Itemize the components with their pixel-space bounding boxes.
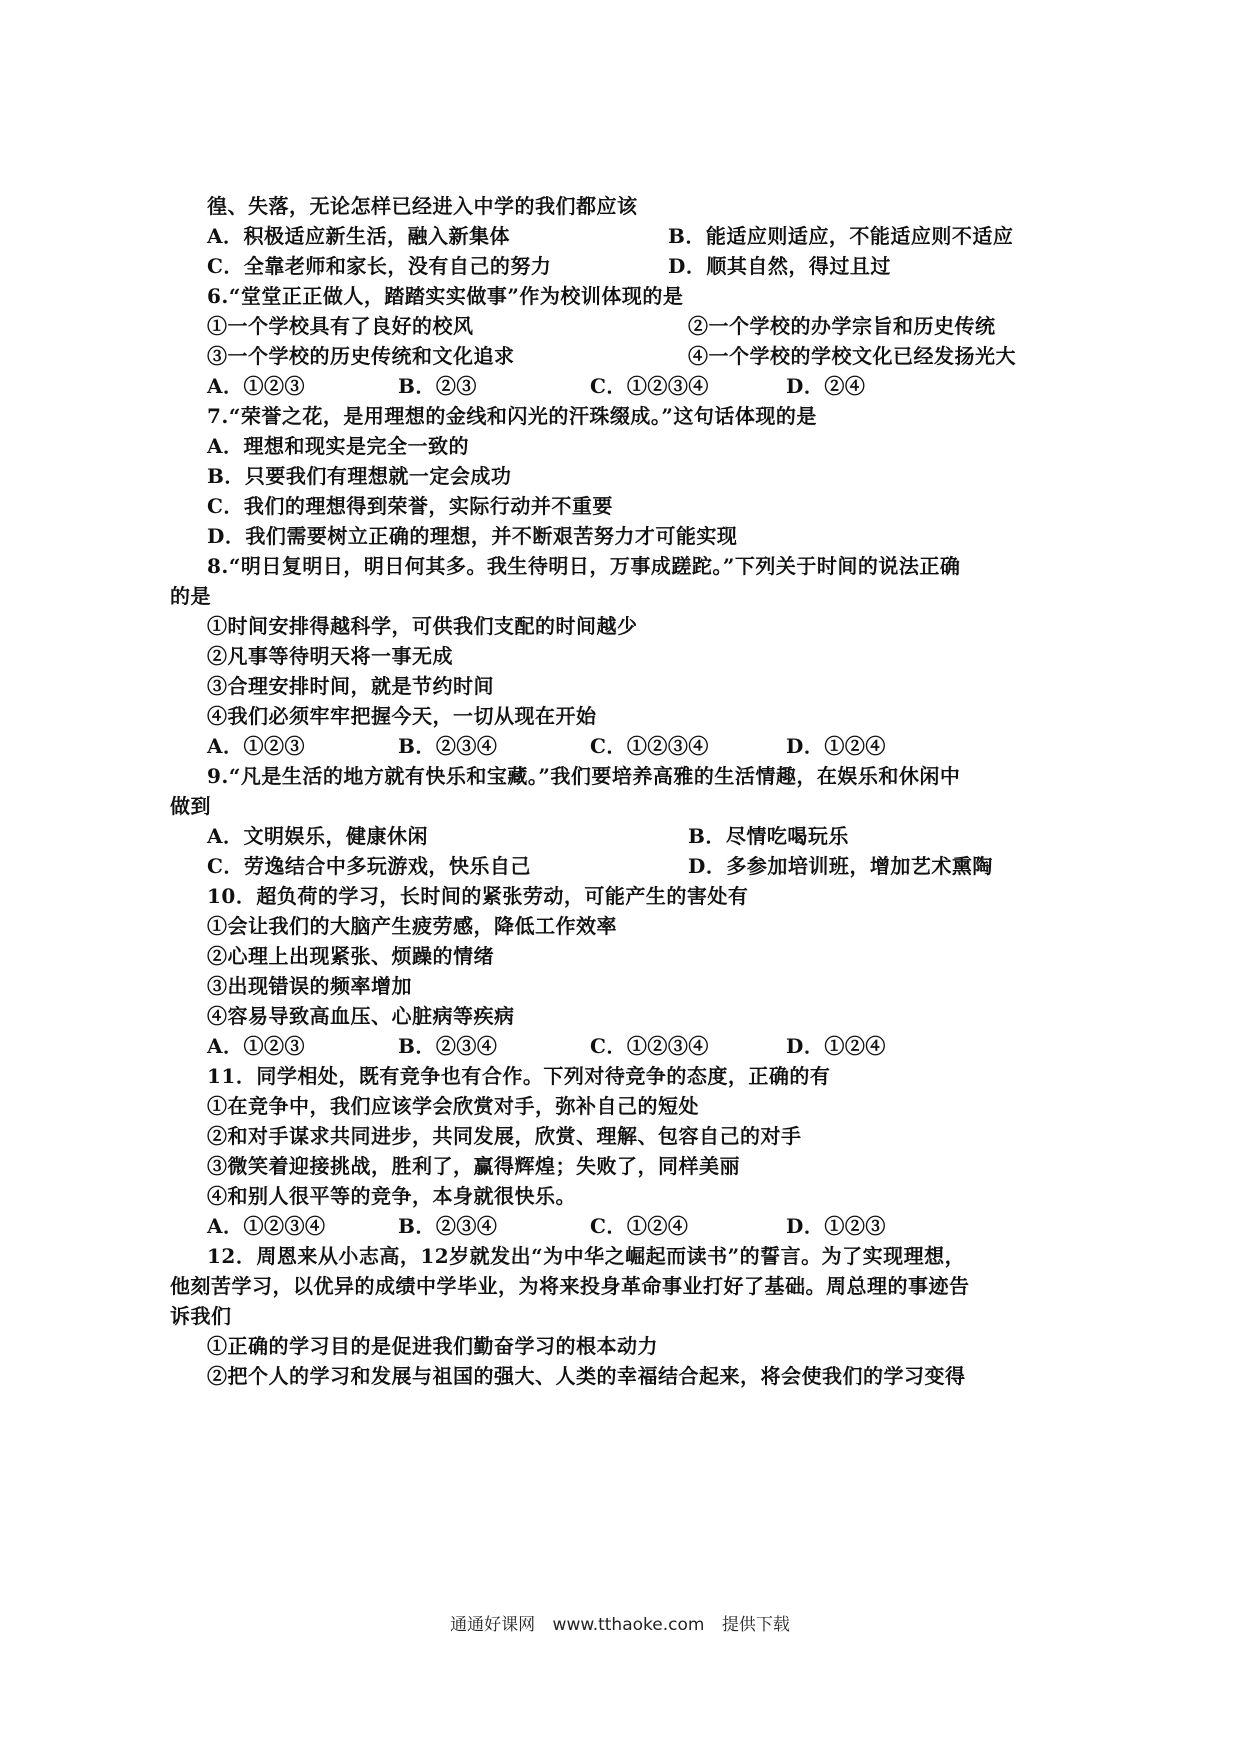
option-d: D．①②③ [786, 1214, 886, 1238]
footer-site-name: 通通好课网 [450, 1615, 536, 1635]
option-a: A．①②③ [207, 374, 306, 398]
text-line: 徨、失落，无论怎样已经进入中学的我们都应该 [207, 194, 638, 218]
question-9: 9.“凡是生活的地方就有快乐和宝藏。”我们要培养高雅的生活情趣，在娱乐和休闲中 [207, 764, 961, 788]
statement-4: ④一个学校的学校文化已经发扬光大 [688, 344, 1016, 368]
option-b: B．能适应则适应，不能适应则不适应 [668, 224, 1014, 248]
question-9-cont: 做到 [170, 794, 211, 818]
question-12: 12．周恩来从小志高，12岁就发出“为中华之崛起而读书”的誓言。为了实现理想， [207, 1244, 966, 1268]
footer-note: 提供下载 [721, 1615, 790, 1635]
option-b: B．②③④ [398, 734, 498, 758]
statement-3: ③合理安排时间，就是节约时间 [207, 674, 494, 698]
option-a: A．①②③ [207, 734, 306, 758]
option-a: A．①②③④ [207, 1214, 326, 1238]
statement-2: ②心理上出现紧张、烦躁的情绪 [207, 944, 494, 968]
statement-3: ③出现错误的频率增加 [207, 974, 412, 998]
option-d: D．我们需要树立正确的理想，并不断艰苦努力才可能实现 [207, 524, 738, 548]
footer-url-link[interactable]: www.tthaoke.com [552, 1615, 705, 1635]
option-d: D．②④ [786, 374, 866, 398]
option-a: A．积极适应新生活，融入新集体 [207, 224, 511, 248]
page-footer [0, 1610, 1240, 1635]
option-c: C．全靠老师和家长，没有自己的努力 [207, 254, 552, 278]
question-10: 10．超负荷的学习，长时间的紧张劳动，可能产生的害处有 [207, 884, 749, 908]
statement-3: ③微笑着迎接挑战，胜利了，赢得辉煌；失败了，同样美丽 [207, 1154, 740, 1178]
option-c: C．①②③④ [590, 374, 709, 398]
statement-4: ④容易导致高血压、心脏病等疾病 [207, 1004, 515, 1028]
question-7: 7.“荣誉之花，是用理想的金线和闪光的汗珠缀成。”这句话体现的是 [207, 404, 817, 428]
option-a: A．①②③ [207, 1034, 306, 1058]
option-c: C．我们的理想得到荣誉，实际行动并不重要 [207, 494, 613, 518]
statement-3: ③一个学校的历史传统和文化追求 [207, 344, 515, 368]
statement-1: ①会让我们的大脑产生疲劳感，降低工作效率 [207, 914, 617, 938]
statement-2: ②一个学校的办学宗旨和历史传统 [688, 314, 996, 338]
question-8: 8.“明日复明日，明日何其多。我生待明日，万事成蹉跎。”下列关于时间的说法正确 [207, 554, 961, 578]
option-d: D．①②④ [786, 1034, 886, 1058]
question-12-cont: 他刻苦学习，以优异的成绩中学毕业，为将来投身革命事业打好了基础。周总理的事迹告 [170, 1274, 970, 1298]
statement-2: ②和对手谋求共同进步，共同发展，欣赏、理解、包容自己的对手 [207, 1124, 802, 1148]
statement-1: ①正确的学习目的是促进我们勤奋学习的根本动力 [207, 1334, 658, 1358]
statement-1: ①一个学校具有了良好的校风 [207, 314, 474, 338]
option-d: D．多参加培训班，增加艺术熏陶 [688, 854, 993, 878]
option-d: D．顺其自然，得过且过 [668, 254, 891, 278]
option-c: C．①②③④ [590, 1034, 709, 1058]
question-12-cont: 诉我们 [170, 1304, 232, 1328]
option-d: D．①②④ [786, 734, 886, 758]
option-c: C．①②④ [590, 1214, 689, 1238]
question-6: 6.“堂堂正正做人，踏踏实实做事”作为校训体现的是 [207, 284, 684, 308]
statement-2: ②把个人的学习和发展与祖国的强大、人类的幸福结合起来，将会使我们的学习变得 [207, 1364, 966, 1388]
option-c: C．劳逸结合中多玩游戏，快乐自己 [207, 854, 531, 878]
statement-4: ④我们必须牢牢把握今天，一切从现在开始 [207, 704, 597, 728]
statement-2: ②凡事等待明天将一事无成 [207, 644, 453, 668]
option-c: C．①②③④ [590, 734, 709, 758]
question-8-cont: 的是 [170, 584, 211, 608]
option-b: B．②③④ [398, 1034, 498, 1058]
option-b: B．②③ [398, 374, 477, 398]
statement-4: ④和别人很平等的竞争，本身就很快乐。 [207, 1184, 576, 1208]
option-a: A．理想和现实是完全一致的 [207, 434, 470, 458]
option-b: B．只要我们有理想就一定会成功 [207, 464, 512, 488]
option-b: B．尽情吃喝玩乐 [688, 824, 849, 848]
statement-1: ①时间安排得越科学，可供我们支配的时间越少 [207, 614, 638, 638]
question-11: 11．同学相处，既有竞争也有合作。下列对待竞争的态度，正确的有 [207, 1064, 831, 1088]
option-a: A．文明娱乐，健康休闲 [207, 824, 429, 848]
option-b: B．②③④ [398, 1214, 498, 1238]
statement-1: ①在竞争中，我们应该学会欣赏对手，弥补自己的短处 [207, 1094, 699, 1118]
